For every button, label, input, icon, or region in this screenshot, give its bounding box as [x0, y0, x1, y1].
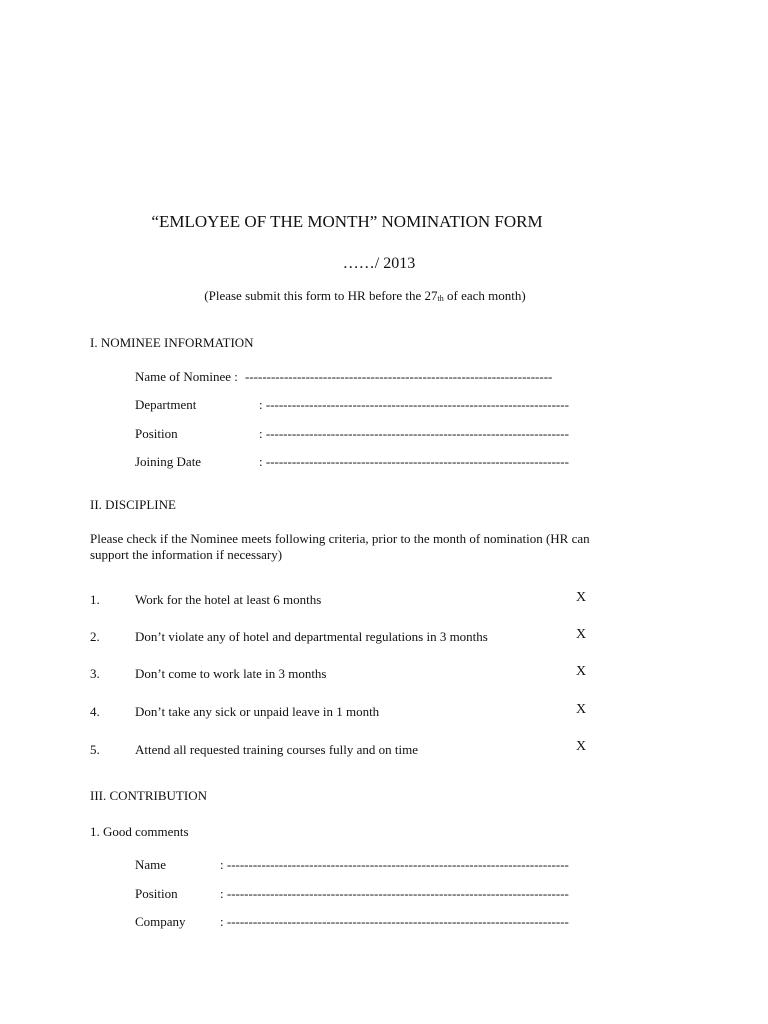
nominee-department-label: Department — [135, 397, 197, 412]
section-discipline-heading: II. DISCIPLINE — [90, 497, 176, 512]
commenter-name-field[interactable]: : ------------------------------------------------------------------------------- — [220, 857, 569, 872]
criterion-number: 3. — [90, 666, 100, 681]
note-text-after: of each month) — [443, 288, 526, 303]
submission-note — [0, 288, 730, 304]
section-nominee-heading: I. NOMINEE INFORMATION — [90, 335, 254, 350]
form-date-line: ……/ 2013 — [342, 255, 416, 272]
note-text-before: (Please submit this form to HR before the 27 — [204, 288, 438, 303]
criterion-number: 5. — [90, 742, 100, 757]
criterion-number: 2. — [90, 629, 100, 644]
criterion-check-mark[interactable]: X — [576, 664, 587, 679]
commenter-position-label: Position — [135, 886, 178, 901]
nominee-position-field[interactable]: : ---------------------------------------------------------------------- — [259, 426, 569, 441]
criterion-text: Don’t take any sick or unpaid leave in 1 month — [135, 704, 380, 719]
criterion-text: Attend all requested training courses fully and on time — [135, 742, 419, 757]
nominee-department-field[interactable]: : ---------------------------------------------------------------------- — [259, 397, 569, 412]
criterion-check-mark[interactable]: X — [576, 739, 587, 754]
commenter-name-label: Name — [135, 857, 167, 872]
section-contribution-heading: III. CONTRIBUTION — [90, 788, 207, 803]
nominee-name-label: Name of Nominee : — [135, 369, 238, 384]
commenter-position-field[interactable]: : ------------------------------------------------------------------------------- — [220, 886, 569, 901]
discipline-intro: Please check if the Nominee meets following criteria, prior to the month of nomination (HR can support the information if necessary) — [90, 531, 590, 562]
nominee-joining-date-field[interactable]: : ---------------------------------------------------------------------- — [259, 454, 569, 469]
note-ordinal-suffix: th — [437, 294, 444, 303]
criterion-number: 4. — [90, 704, 100, 719]
nominee-name-field[interactable]: ----------------------------------------------------------------------- — [245, 369, 553, 384]
nominee-position-label: Position — [135, 426, 178, 441]
criterion-check-mark[interactable]: X — [576, 590, 587, 605]
criterion-text: Don’t violate any of hotel and departmental regulations in 3 months — [135, 629, 488, 644]
criterion-text: Work for the hotel at least 6 months — [135, 592, 322, 607]
criterion-check-mark[interactable]: X — [576, 627, 587, 642]
criterion-text: Don’t come to work late in 3 months — [135, 666, 327, 681]
form-title: “EMLOYEE OF THE MONTH” NOMINATION FORM — [151, 212, 543, 231]
criterion-number: 1. — [90, 592, 100, 607]
commenter-company-label: Company — [135, 914, 186, 929]
good-comments-heading: 1. Good comments — [90, 824, 189, 839]
nominee-joining-date-label: Joining Date — [135, 454, 202, 469]
commenter-company-field[interactable]: : ------------------------------------------------------------------------------- — [220, 914, 569, 929]
criterion-check-mark[interactable]: X — [576, 702, 587, 717]
